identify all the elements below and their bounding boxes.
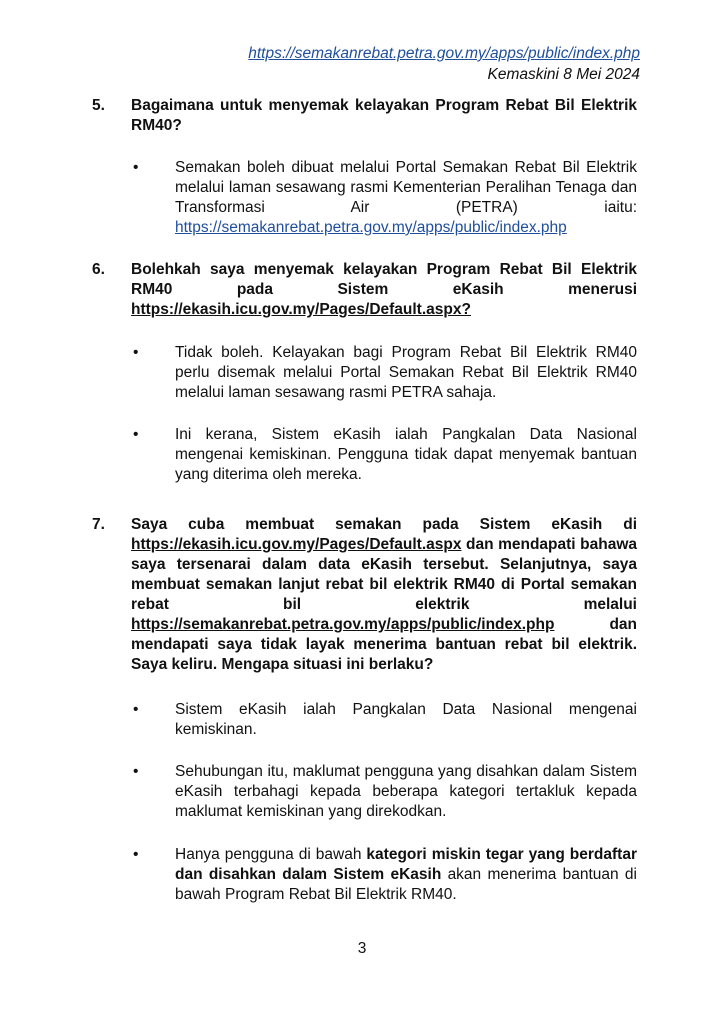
q7-bullet-2-text: Sehubungan itu, maklumat pengguna yang disahkan dalam Sistem eKasih terbahagi kepada beberapa kategori tertakluk kepada maklumat kemiskinan yang direkodkan.: [175, 763, 637, 820]
q5-petra-link[interactable]: https://semakanrebat.petra.gov.my/apps/public/index.php: [175, 219, 567, 236]
q6-bullet-2-marker: •: [133, 426, 139, 443]
q7-bullet-1-text: Sistem eKasih ialah Pangkalan Data Nasional mengenai kemiskinan.: [175, 701, 637, 738]
q7-ekasih-link[interactable]: https://ekasih.icu.gov.my/Pages/Default.aspx: [131, 536, 462, 553]
q7-bullet-3-post: akan menerima bantuan di bawah Program Rebat Bil Elektrik RM40.: [175, 866, 637, 903]
q7-petra-link[interactable]: https://semakanrebat.petra.gov.my/apps/public/index.php: [131, 616, 555, 633]
q7-bullet-3-marker: •: [133, 846, 139, 863]
question-5-text: Bagaimana untuk menyemak kelayakan Program Rebat Bil Elektrik RM40?: [131, 97, 637, 134]
header-url-link[interactable]: https://semakanrebat.petra.gov.my/apps/public/index.php: [248, 45, 640, 62]
question-7-part-2: dan mendapati bahawa saya tersenarai dalam data eKasih tersebut. Selanjutnya, saya membuat semakan lanjut rebat bil elektrik RM40 di Portal semakan rebat bil elektrik melalui: [131, 536, 637, 613]
question-6-text: [131, 260, 637, 320]
q7-bullet-2-marker: •: [133, 763, 139, 780]
q5-bullet-1: [175, 158, 637, 238]
question-5-number: 5.: [92, 97, 105, 114]
q7-bullet-3-bold: kategori miskin tegar yang berdaftar dan disahkan dalam Sistem eKasih: [175, 846, 637, 883]
q5-bullet-1-text: Semakan boleh dibuat melalui Portal Semakan Rebat Bil Elektrik melalui laman sesawang rasmi Kementerian Peralihan Tenaga dan Transformasi Air (PETRA) iaitu:: [175, 159, 637, 216]
q5-bullet-1-marker: •: [133, 159, 139, 176]
page-number: 3: [357, 940, 367, 957]
q7-bullet-3-pre: Hanya pengguna di bawah: [175, 846, 362, 863]
q6-bullet-1-marker: •: [133, 344, 139, 361]
q7-bullet-3: [175, 845, 637, 905]
question-6-number: 6.: [92, 261, 105, 278]
q6-ekasih-link[interactable]: https://ekasih.icu.gov.my/Pages/Default.aspx?: [131, 301, 471, 318]
header-updated-date: Kemaskini 8 Mei 2024: [487, 66, 640, 83]
question-7-number: 7.: [92, 516, 105, 533]
question-7-part-3: dan mendapati saya tidak layak menerima bantuan rebat bil elektrik. Saya keliru. Mengapa situasi ini berlaku?: [131, 616, 637, 673]
q7-bullet-1-marker: •: [133, 701, 139, 718]
q6-bullet-1-text: Tidak boleh. Kelayakan bagi Program Rebat Bil Elektrik RM40 perlu disemak melalui Portal Semakan Rebat Bil Elektrik RM40 melalui laman sesawang rasmi PETRA sahaja.: [175, 344, 637, 401]
question-6-body: Bolehkah saya menyemak kelayakan Program Rebat Bil Elektrik RM40 pada Sistem eKasih menerusi: [131, 261, 637, 298]
question-7-part-1: Saya cuba membuat semakan pada Sistem eKasih di: [131, 516, 637, 533]
question-7-text: [131, 515, 637, 675]
q6-bullet-2-text: Ini kerana, Sistem eKasih ialah Pangkalan Data Nasional mengenai kemiskinan. Pengguna tidak dapat menyemak bantuan yang diterima oleh mereka.: [175, 426, 637, 483]
